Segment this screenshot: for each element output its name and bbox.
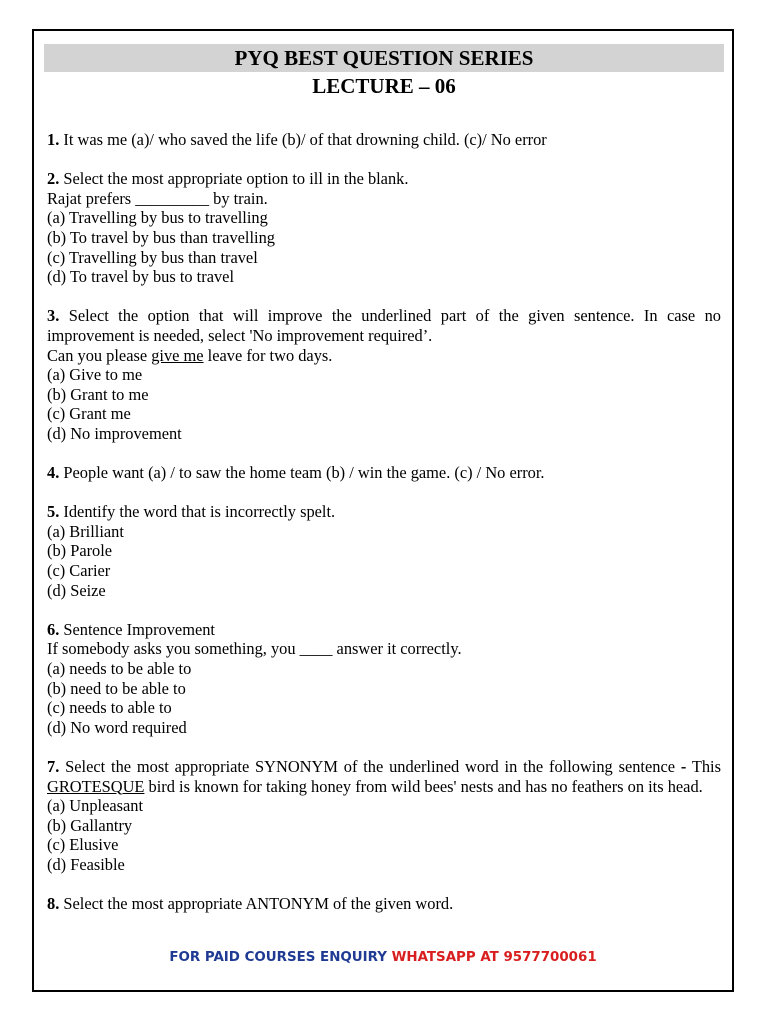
option-b: (b) need to be able to xyxy=(47,678,186,698)
option-d: (d) No improvement xyxy=(47,423,182,443)
question-number: 4. xyxy=(47,463,60,483)
question-sentence: Rajat prefers _________ by train. xyxy=(47,188,268,208)
sentence-part: leave for two days. xyxy=(203,345,333,365)
question-text: Identify the word that is incorrectly spelt. xyxy=(63,502,336,522)
option-c: (c) Grant me xyxy=(47,404,131,424)
question-number: 8. xyxy=(47,894,60,914)
option-d: (d) No word required xyxy=(47,717,187,737)
question-3 xyxy=(47,306,721,443)
option-c: (c) needs to able to xyxy=(47,698,172,718)
question-number: 5. xyxy=(47,502,60,522)
question-8 xyxy=(47,894,721,914)
question-4 xyxy=(47,463,721,483)
question-6 xyxy=(47,620,721,738)
question-5 xyxy=(47,502,721,600)
question-number: 2. xyxy=(47,169,60,189)
footer-enquiry xyxy=(34,950,732,965)
option-a: (a) Brilliant xyxy=(47,521,124,541)
option-d: (d) Seize xyxy=(47,580,106,600)
option-b: (b) Gallantry xyxy=(47,815,133,835)
option-d: (d) Feasible xyxy=(47,854,125,874)
sentence-part: bird is known for taking honey from wild bees' nests and has no feathers on its head. xyxy=(144,776,703,796)
underlined-phrase: give me xyxy=(151,345,204,365)
series-title: PYQ BEST QUESTION SERIES xyxy=(44,44,724,72)
underlined-word: GROTESQUE xyxy=(47,776,145,796)
option-c: (c) Carier xyxy=(47,561,111,581)
question-number: 3. xyxy=(47,306,60,326)
question-text: It was me (a)/ who saved the life (b)/ of that drowning child. (c)/ No error xyxy=(63,130,547,149)
option-c: (c) Travelling by bus than travel xyxy=(47,247,258,267)
option-a: (a) Give to me xyxy=(47,365,143,385)
footer-whatsapp-text: WHATSAPP AT 9577700061 xyxy=(391,950,597,965)
option-a: (a) needs to be able to xyxy=(47,659,192,679)
option-b: (b) Grant to me xyxy=(47,384,149,404)
question-text: Sentence Improvement xyxy=(63,619,215,639)
option-b: (b) Parole xyxy=(47,541,113,561)
question-2 xyxy=(47,169,721,287)
question-number: 6. xyxy=(47,619,60,639)
question-text: Select the most appropriate SYNONYM of the underlined word in the following sentence xyxy=(65,757,681,776)
sentence-part: Can you please xyxy=(47,345,152,365)
question-sentence: If somebody asks you something, you ____ answer it correctly. xyxy=(47,639,462,659)
option-b: (b) To travel by bus than travelling xyxy=(47,227,275,247)
option-d: (d) To travel by bus to travel xyxy=(47,267,234,287)
question-text: Select the most appropriate option to ill in the blank. xyxy=(63,169,409,189)
lecture-title: LECTURE – 06 xyxy=(312,74,456,98)
question-number: 7. xyxy=(47,757,60,776)
option-a: (a) Travelling by bus to travelling xyxy=(47,208,268,228)
question-7 xyxy=(47,757,721,875)
question-text: People want (a) / to saw the home team (b) / win the game. (c) / No error. xyxy=(63,463,545,483)
sentence-part: This xyxy=(691,757,721,776)
question-text: Select the most appropriate ANTONYM of the given word. xyxy=(63,894,454,914)
question-1 xyxy=(47,130,721,150)
question-list xyxy=(47,130,721,933)
question-sentence xyxy=(47,346,721,366)
option-c: (c) Elusive xyxy=(47,835,119,855)
footer-enquiry-text: FOR PAID COURSES ENQUIRY xyxy=(169,950,387,965)
question-text: Select the option that will improve the underlined part of the given sentence. In case no improvement is needed, select 'No improvement required’. xyxy=(47,306,721,345)
option-a: (a) Unpleasant xyxy=(47,796,144,816)
question-dash: - xyxy=(680,757,687,776)
question-number: 1. xyxy=(47,130,60,149)
